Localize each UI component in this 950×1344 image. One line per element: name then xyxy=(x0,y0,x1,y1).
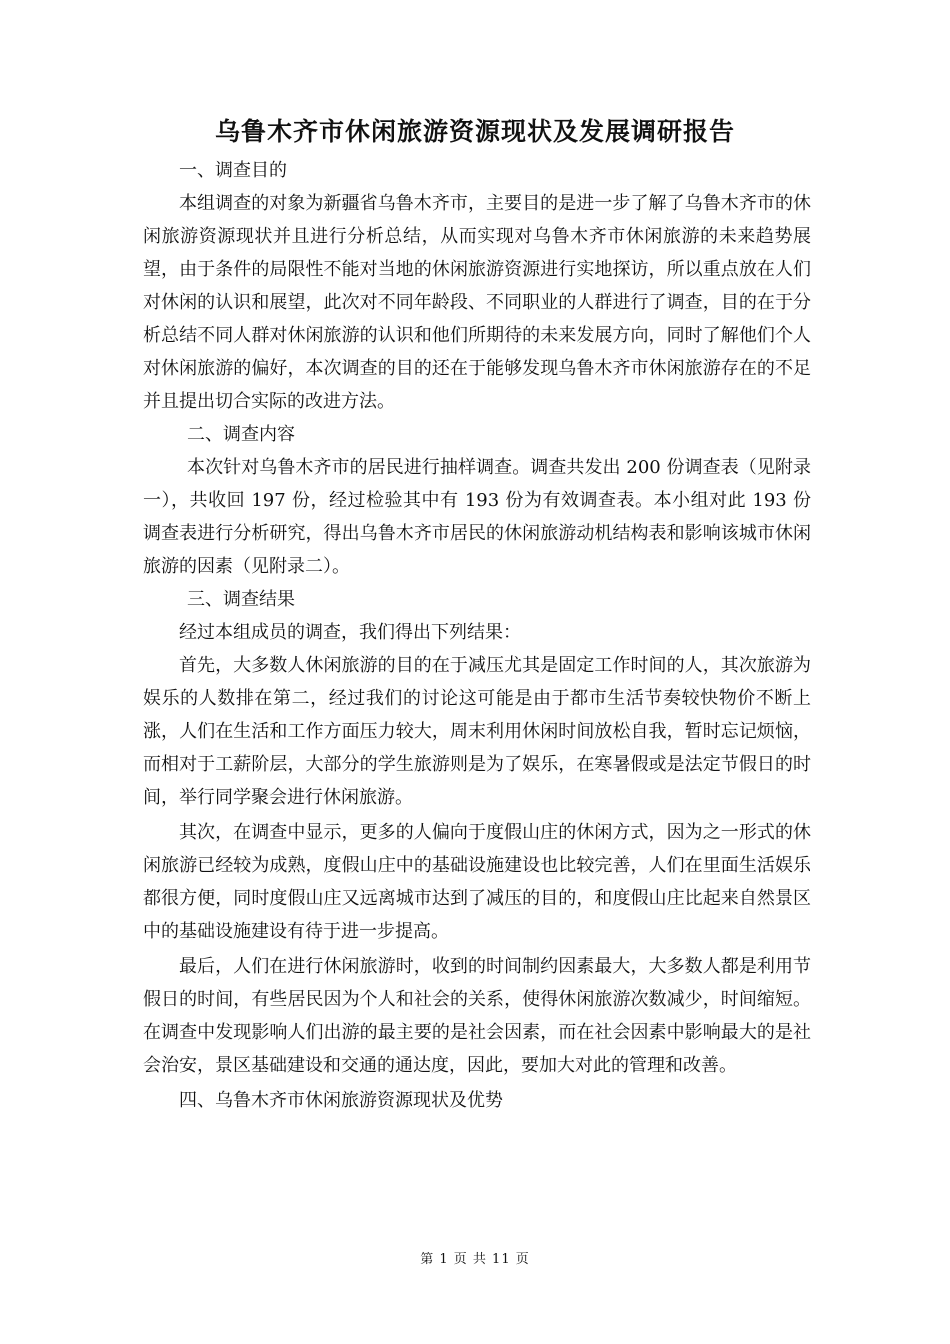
document-body xyxy=(143,154,811,1117)
section-heading-content: 二、调查内容 xyxy=(187,424,295,445)
paragraph-content: 本次针对乌鲁木齐市的居民进行抽样调查。调查共发出 200 份调查表（见附录一），共收回 197 份，经过检验其中有 193 份为有效调查表。本小组对此 193 份调查表进行分析研究，得出乌鲁木齐市居民的休闲旅游动机结构表和影响该城市休闲旅游的因素（见附录二）。 xyxy=(143,457,811,577)
paragraph-results-third: 最后，人们在进行休闲旅游时，收到的时间制约因素最大，大多数人都是利用节假日的时间，有些居民因为个人和社会的关系，使得休闲旅游次数减少，时间缩短。在调查中发现影响人们出游的最主要的是社会因素，而在社会因素中影响最大的是社会治安，景区基础建设和交通的通达度，因此，要加大对此的管理和改善。 xyxy=(143,956,811,1076)
paragraph-results-intro: 经过本组成员的调查，我们得出下列结果： xyxy=(179,622,521,643)
section-heading-status: 四、乌鲁木齐市休闲旅游资源现状及优势 xyxy=(179,1090,503,1111)
paragraph-results-first: 首先，大多数人休闲旅游的目的在于减压尤其是固定工作时间的人，其次旅游为娱乐的人数排在第二，经过我们的讨论这可能是由于都市生活节奏较快物价不断上涨，人们在生活和工作方面压力较大，周末利用休闲时间放松自我，暂时忘记烦恼，而相对于工薪阶层，大部分的学生旅游则是为了娱乐，在寒暑假或是法定节假日的时间，举行同学聚会进行休闲旅游。 xyxy=(143,655,811,808)
paragraph-purpose: 本组调查的对象为新疆省乌鲁木齐市，主要目的是进一步了解了乌鲁木齐市的休闲旅游资源现状并且进行分析总结，从而实现对乌鲁木齐市休闲旅游的未来趋势展望，由于条件的局限性不能对当地的休闲旅游资源进行实地探访，所以重点放在人们对休闲的认识和展望，此次对不同年龄段、不同职业的人群进行了调查，目的在于分析总结不同人群对休闲旅游的认识和他们所期待的未来发展方向，同时了解他们个人对休闲旅游的偏好，本次调查的目的还在于能够发现乌鲁木齐市休闲旅游存在的不足并且提出切合实际的改进方法。 xyxy=(143,193,811,412)
section-heading-results: 三、调查结果 xyxy=(187,589,295,610)
section-heading-purpose: 一、调查目的 xyxy=(179,160,287,181)
document-title: 乌鲁木齐市休闲旅游资源现状及发展调研报告 xyxy=(214,117,735,146)
page-number-footer: 第 1 页 共 11 页 xyxy=(420,1252,530,1267)
paragraph-results-second: 其次，在调查中显示，更多的人偏向于度假山庄的休闲方式，因为之一形式的休闲旅游已经较为成熟，度假山庄中的基础设施建设也比较完善，人们在里面生活娱乐都很方便，同时度假山庄又远离城市达到了减压的目的，和度假山庄比起来自然景区中的基础设施建设有待于进一步提高。 xyxy=(143,822,811,942)
